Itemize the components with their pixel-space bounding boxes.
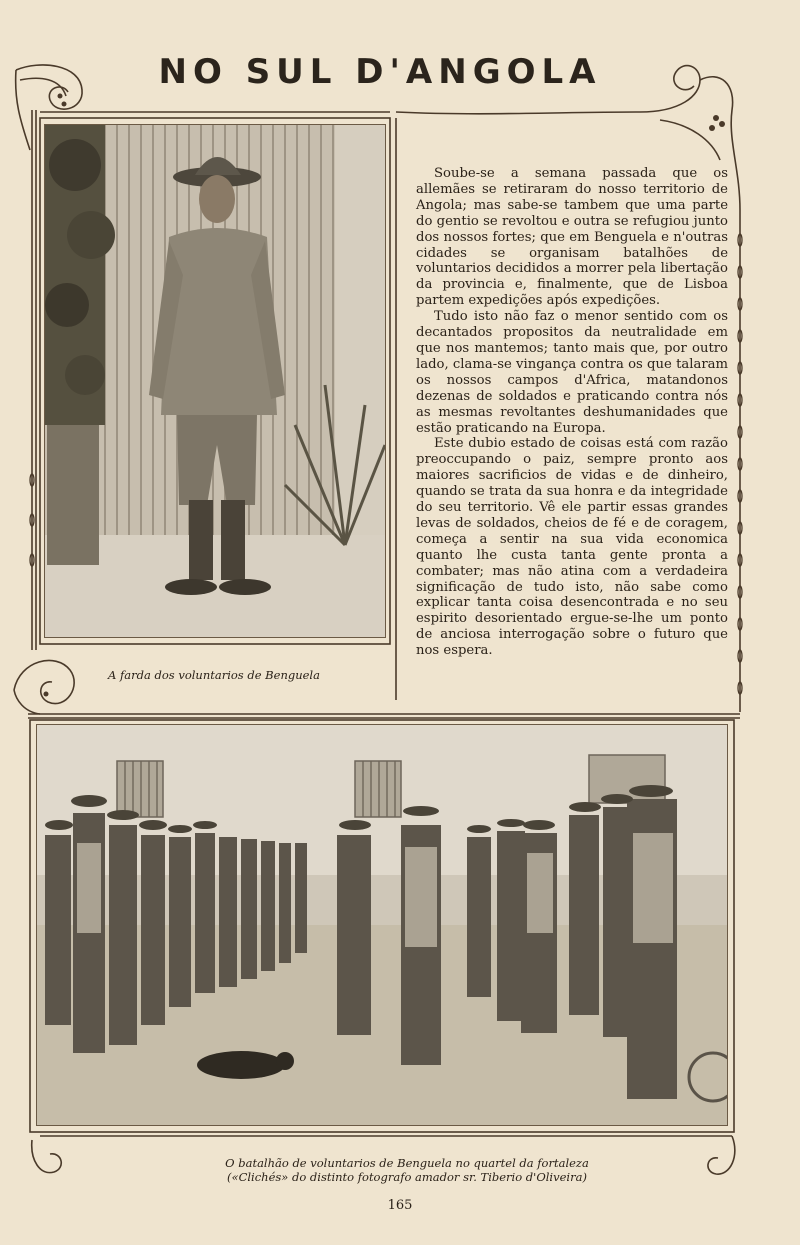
article-paragraph: Soube-se a semana passada que os allemães se retiraram do nosso territorio de Angola; mas sabe-se tambem que uma parte do gentio se revoltou e outra se refugiou junto dos nossos fortes; que em Benguela e n'outras cidades se organisam batalhões de voluntarios decididos a morrer pela libertação da provincia e, finalmente, que de Lisboa partem expedições após expedições. bbox=[416, 166, 728, 309]
photo-volunteer-uniform bbox=[44, 124, 386, 638]
article-paragraph: Este dubio estado de coisas está com razão preoccupando o paiz, sempre pronto aos maiores sacrificios de vidas e de dinheiro, quando se trata da sua honra e da integridade do seu territorio. Vê ele partir essas grandes levas de soldados, cheios de fé e de coragem, começa a sentir na sua vida economica quanto lhe custa tanta gente pronta a combater; mas não atina com a verdadeira significação de tudo isto, não sabe como explicar tanta coisa desencontrada e no seu espirito desorientado ergue-se-lhe um ponto de anciosa interrogação sobre o futuro que nos espera. bbox=[416, 436, 728, 659]
article-body bbox=[416, 166, 728, 659]
page-title: NO SUL D'ANGOLA bbox=[158, 52, 602, 92]
page-number: 165 bbox=[387, 1198, 413, 1213]
photo-battalion bbox=[36, 724, 728, 1126]
caption-volunteer-uniform: A farda dos voluntarios de Benguela bbox=[108, 668, 320, 682]
caption-battalion-line1: O batalhão de voluntarios de Benguela no quartel da fortaleza bbox=[225, 1156, 589, 1170]
caption-battalion-line2: («Clichés» do distinto fotografo amador sr. Tiberio d'Oliveira) bbox=[227, 1170, 587, 1184]
caption-battalion bbox=[36, 1156, 778, 1184]
article-paragraph: Tudo isto não faz o menor sentido com os decantados propositos da neutralidade em que nos mantemos; tanto mais que, por outro lado, clama-se vingança contra os que talaram os nossos campos d'Africa, matandonos dezenas de soldados e praticando contra nós as mesmas revoltantes deshumanidades que estão praticando na Europa. bbox=[416, 309, 728, 436]
